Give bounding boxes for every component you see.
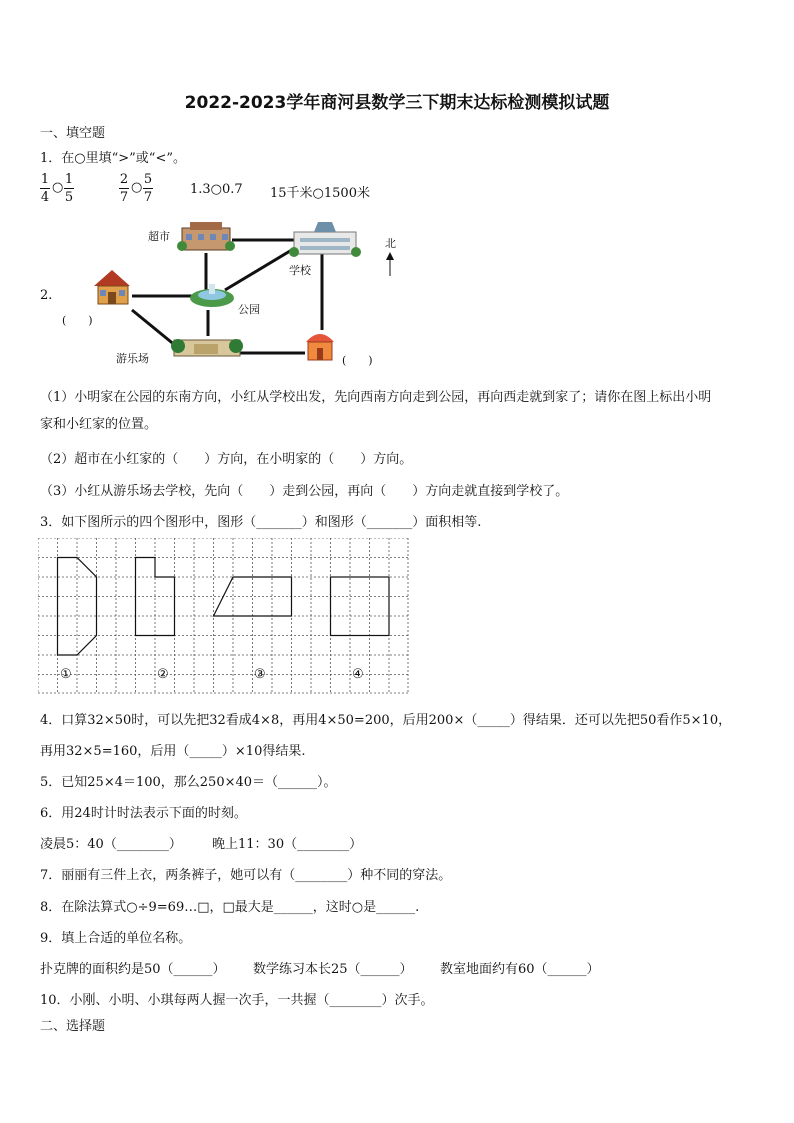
question-3-label: 3．如下图所示的四个图形中，图形（_______）和图形（_______）面积相等. (40, 515, 482, 530)
q1-decimal-compare: 1.3○0.7 (190, 182, 243, 197)
figure-label-4: ④ (352, 667, 364, 682)
figure-label-2: ② (157, 667, 169, 682)
question-9-item-c: 教室地面约有60（______） (440, 962, 600, 977)
playground-building (171, 339, 243, 356)
question-6-item-b: 晚上11：30（________） (212, 837, 363, 852)
fraction-numerator: 1 (64, 172, 74, 187)
section-heading-multiple-choice: 二、选择题 (40, 1019, 106, 1034)
school-building (289, 222, 361, 257)
map-label-school: 学校 (289, 264, 311, 277)
question-2-part-2: （2）超市在小红家的（ ）方向，在小明家的（ ）方向。 (40, 452, 413, 467)
page-title: 2022-2023学年商河县数学三下期末达标检测模拟试题 (184, 93, 610, 113)
map-label-north: 北 (385, 237, 396, 250)
section-heading-fill-blank: 一、填空题 (40, 126, 106, 141)
question-9-item-b: 数学练习本长25（______） (253, 962, 413, 977)
question-7: 7．丽丽有三件上衣，两条裤子，她可以有（________）种不同的穿法。 (40, 868, 452, 883)
house-left (94, 270, 130, 304)
question-2-part-1: （1）小明家在公园的东南方向，小红从学校出发，先向西南方向走到公园，再向西走就到家了；请你在图上标出小明 (40, 390, 712, 405)
question-10: 10．小刚、小明、小琪每两人握一次手，一共握（________）次手。 (40, 993, 434, 1008)
compare-circle[interactable]: ○ (131, 180, 143, 195)
fraction-numerator: 2 (119, 172, 129, 187)
compare-circle[interactable]: ○ (52, 180, 64, 195)
fraction-denominator: 7 (119, 190, 129, 205)
q1-length-compare: 15千米○1500米 (270, 186, 370, 201)
supermarket-building (177, 222, 235, 251)
question-4-line-2: 再用32×5=160，后用（_____）×10得结果. (40, 744, 306, 759)
fraction-numerator: 5 (143, 172, 153, 187)
fraction-denominator: 7 (143, 190, 153, 205)
map-label-park: 公园 (238, 303, 260, 316)
figure-label-1: ① (60, 667, 72, 682)
map-label-playground: 游乐场 (116, 352, 149, 365)
figure-4 (331, 577, 390, 636)
question-8: 8．在除法算式○÷9=69…□，□最大是______，这时○是______. (40, 900, 420, 915)
fraction-numerator: 1 (40, 172, 50, 187)
house-right (306, 334, 334, 360)
figure-label-3: ③ (254, 667, 266, 682)
map-label-supermarket: 超市 (148, 230, 170, 243)
fraction-denominator: 5 (64, 190, 74, 205)
question-2-part-1-cont: 家和小红家的位置。 (40, 417, 158, 432)
fraction-denominator: 4 (40, 190, 50, 205)
map-answer-blank-left[interactable]: ( ) (62, 314, 93, 327)
question-1-label: 1．在○里填“>”或“<”。 (40, 151, 186, 166)
question-6-label: 6．用24时计时法表示下面的时刻。 (40, 806, 247, 821)
question-6-item-a: 凌晨5：40（________） (40, 837, 182, 852)
question-9-item-a: 扑克牌的面积约是50（______） (40, 962, 226, 977)
question-9-label: 9．填上合适的单位名称。 (40, 931, 192, 946)
north-arrow-icon (386, 252, 394, 276)
map-answer-blank-right[interactable]: ( ) (342, 354, 373, 367)
question-2-number: 2. (40, 288, 53, 303)
question-4-line-1: 4．口算32×50时，可以先把32看成4×8，再用4×50=200，后用200×（_____）得结果．还可以先把50看作5×10， (40, 713, 732, 728)
question-5: 5．已知25×4＝100，那么250×40＝（______）。 (40, 775, 337, 790)
question-2-part-3: （3）小红从游乐场去学校，先向（ ）走到公园，再向（ ）方向走就直接到学校了。 (40, 484, 569, 499)
